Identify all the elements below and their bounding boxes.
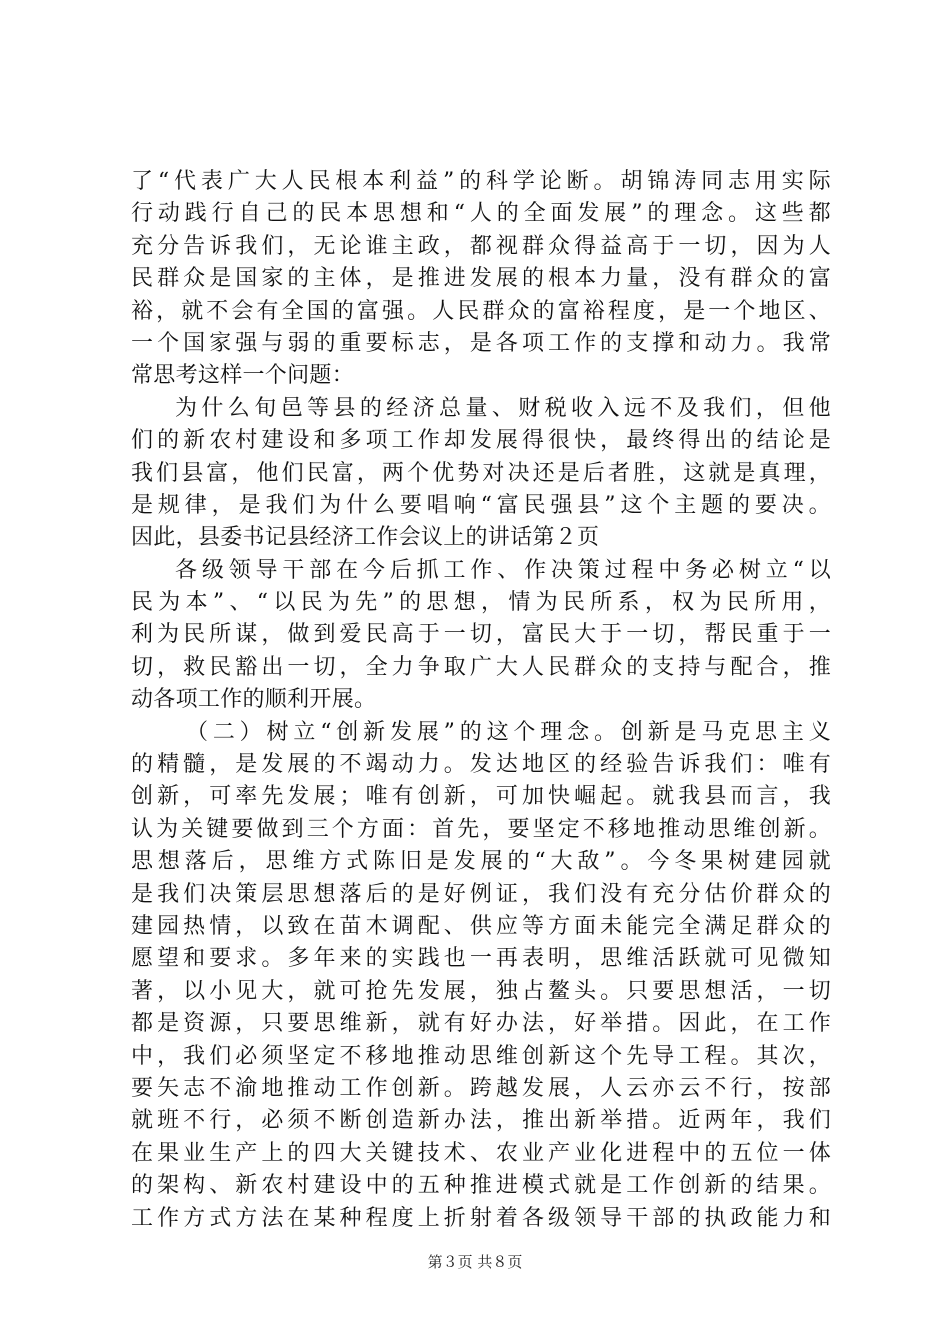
text-line: 建园热情，以致在苗木调配、供应等方面未能完全满足群众的	[131, 913, 831, 939]
text-line: 的架构、新农村建设中的五种推进模式就是工作创新的结果。	[131, 1173, 831, 1199]
text-line: 中，我们必须坚定不移地推动思维创新这个先导工程。其次，	[131, 1043, 831, 1069]
text-line: 认为关键要做到三个方面：首先，要坚定不移地推动思维创新。	[131, 816, 831, 842]
text-line: 民群众是国家的主体，是推进发展的根本力量，没有群众的富	[131, 266, 831, 292]
text-line: 一个国家强与弱的重要标志，是各项工作的支撑和动力。我常	[131, 330, 831, 356]
text-line: 充分告诉我们，无论谁主政，都视群众得益高于一切，因为人	[131, 233, 831, 259]
text-line: 们的新农村建设和多项工作却发展得很快，最终得出的结论是	[131, 428, 831, 454]
text-line: 就班不行，必须不断创造新办法，推出新举措。近两年，我们	[131, 1108, 831, 1134]
text-line: 愿望和要求。多年来的实践也一再表明，思维活跃就可见微知	[131, 946, 831, 972]
text-line: 利为民所谋，做到爱民高于一切，富民大于一切，帮民重于一	[131, 622, 831, 648]
page-number-label: 第３页 共８页	[427, 1253, 523, 1271]
paragraph-first-line: 各级领导干部在今后抓工作、作决策过程中务必树立“以	[175, 557, 831, 583]
paragraph-first-line: 为什么旬邑等县的经济总量、财税收入远不及我们，但他	[175, 395, 831, 421]
paragraph-first-line: （二）树立“创新发展”的这个理念。创新是马克思主义	[186, 719, 831, 745]
text-line: 行动践行自己的民本思想和“人的全面发展”的理念。这些都	[131, 201, 831, 227]
text-line: 是规律，是我们为什么要唱响“富民强县”这个主题的要决。	[131, 492, 831, 518]
text-line: 工作方式方法在某种程度上折射着各级领导干部的执政能力和	[131, 1205, 831, 1231]
text-line: 了“代表广大人民根本利益”的科学论断。胡锦涛同志用实际	[131, 169, 831, 194]
text-line: 要矢志不渝地推动工作创新。跨越发展，人云亦云不行，按部	[131, 1075, 831, 1101]
text-line: 动各项工作的顺利开展。	[131, 687, 377, 713]
text-line: 的精髓，是发展的不竭动力。发达地区的经验告诉我们：唯有	[131, 752, 831, 778]
document-body	[131, 166, 831, 1235]
text-line: 裕，就不会有全国的富强。人民群众的富裕程度，是一个地区、	[131, 298, 831, 324]
text-line: 思想落后，思维方式陈旧是发展的“大敌”。今冬果树建园就	[131, 849, 831, 875]
text-line: 我们县富，他们民富，两个优势对决还是后者胜，这就是真理，	[131, 460, 831, 486]
text-line: 在果业生产上的四大关键技术、农业产业化进程中的五位一体	[131, 1140, 831, 1166]
text-line: 创新，可率先发展；唯有创新，可加快崛起。就我县而言，我	[131, 784, 831, 810]
text-line: 著，以小见大，就可抢先发展，独占鳌头。只要思想活，一切	[131, 978, 831, 1004]
page-footer	[0, 1251, 950, 1272]
text-line: 是我们决策层思想落后的是好例证，我们没有充分估价群众的	[131, 881, 831, 907]
text-line: 都是资源，只要思维新，就有好办法，好举措。因此，在工作	[131, 1011, 831, 1037]
text-line: 切，救民豁出一切，全力争取广大人民群众的支持与配合，推	[131, 654, 831, 680]
text-line: 常思考这样一个问题：	[131, 363, 355, 389]
text-line: 因此，县委书记县经济工作会议上的讲话第２页	[131, 525, 600, 551]
text-line: 民为本”、“以民为先”的思想，情为民所系，权为民所用，	[131, 590, 831, 616]
